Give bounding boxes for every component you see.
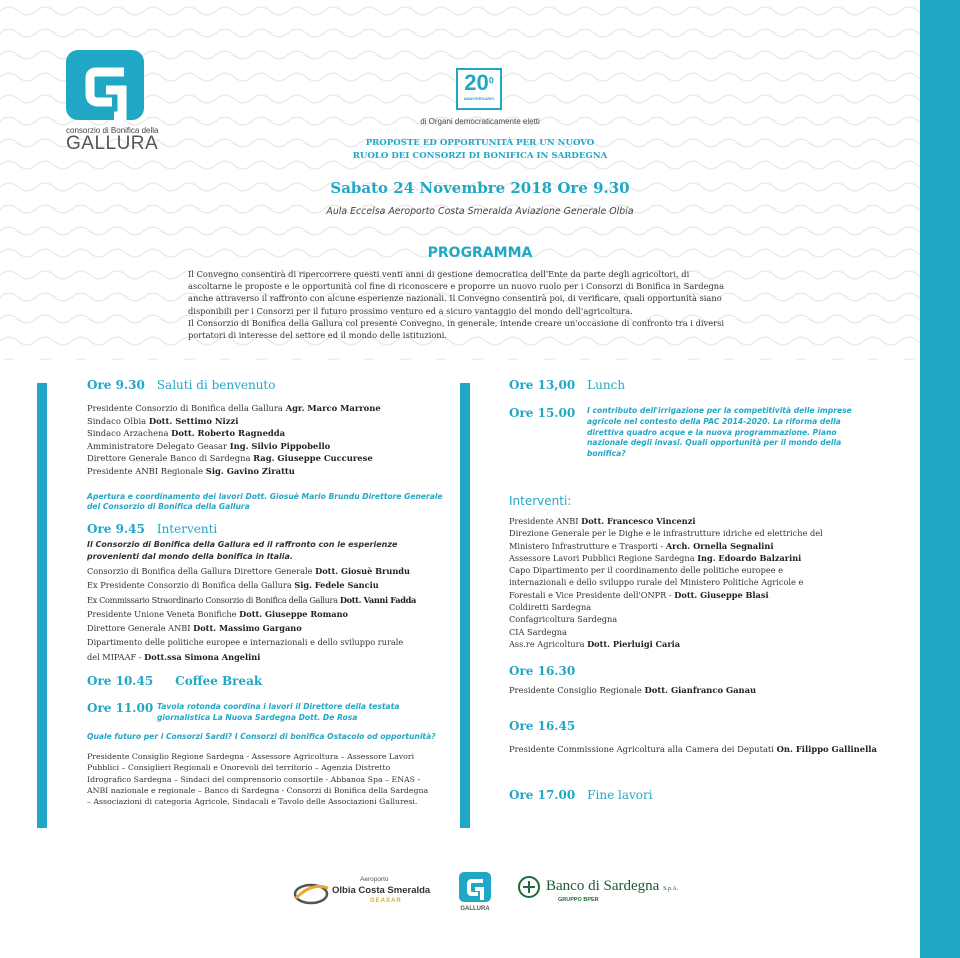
speaker-line: Direttore Generale Banco di Sardegna Rag. Giuseppe Cuccurese [87, 453, 373, 464]
session-title: Coffee Break [175, 674, 263, 689]
tavola-text: Tavola rotonda coordina i lavori il Direttore della testata giornalistica La Nuova Sardegna Dott. De Rosa [157, 702, 400, 722]
session-1630-heading: Ore 16.30 [509, 664, 576, 679]
speaker-line: Presidente Unione Veneta Bonifiche Dott. Giuseppe Romano [87, 608, 348, 619]
mini-logo-text: GALLURA [460, 906, 490, 912]
right-column [509, 378, 877, 803]
anniversary-badge [456, 68, 502, 110]
coordination-note: Apertura e coordinamento dei lavori Dott. Giosuè Mario Brundu Direttore Generale del Consorzio di Bonifica della Gallura [87, 491, 443, 512]
speaker-line: internazionali e dello sviluppo rurale del Ministero Politiche Agricole e [509, 577, 804, 588]
saluti-speakers [87, 402, 457, 478]
airport-logo [292, 876, 432, 908]
speaker-line: Direzione Generale per le Dighe e le infrastrutture idriche ed elettriche del [509, 528, 823, 539]
session-time: Ore 13,00 [509, 378, 576, 392]
speaker-line: Forestali e Vice Presidente dell'ONPR - Dott. Giuseppe Blasi [509, 589, 769, 600]
session-title: Fine lavori [587, 788, 653, 803]
speaker-line: Capo Dipartimento per il coordinamento delle politiche europee e [509, 565, 784, 576]
speaker-line: Coldiretti Sardegna [509, 602, 592, 613]
header-title-line1: PROPOSTE ED OPPORTUNITÀ PER UN NUOVO [365, 138, 595, 148]
bank-name: Banco di Sardegna S.p.A. [546, 878, 679, 894]
badge-word: ANNIVERSARIO [463, 96, 495, 101]
footer-gallura-logo [458, 872, 492, 913]
intro-line: Il Consorzio di Bonifica della Gallura col presente Convegno, in generale, intende creare un'occasione di confronto tra i diversi [188, 317, 725, 328]
logo-line1: consorzio di Bonifica della [66, 126, 159, 135]
gallura-logo [66, 50, 159, 154]
pac-topic: I contributo dell'irrigazione per la competitività delle imprese agricole nel contesto della PAC 2014-2020. La riforma della direttiva quadro acque e la nuova programmazione. Piano nazionale degli invasi. Quali opportunità per il mondo della bonifica? [587, 406, 852, 459]
speaker-line: Ministero Infrastrutture e Trasporti - Arch. Ornella Segnalini [509, 540, 774, 551]
speaker-line: Dipartimento delle politiche europee e internazionali e dello sviluppo rurale [87, 637, 404, 648]
bank-group: GRUPPO BPER [558, 897, 599, 903]
gallura-logo-mark-icon [66, 50, 144, 120]
session-1645-speaker: Presidente Commissione Agricoltura alla Camera dei Deputati On. Filippo Gallinella [509, 743, 877, 754]
speaker-line: Ass.re Agricoltura Dott. Pierluigi Caria [509, 638, 681, 649]
speaker-line: Assessore Lavori Pubblici Regione Sardegna Ing. Edoardo Balzarini [509, 552, 802, 563]
gallura-mini-logo-icon [459, 872, 491, 902]
intro-line: disponibili per i Consorzi per il futuro prossimo venturo ed a sicuro vantaggio del mondo dell'agricoltura. [188, 305, 633, 316]
right-accent-bar [920, 0, 960, 958]
interventi-heading-right: Interventi: [509, 494, 572, 508]
speaker-line: Ex Commissario Straordinario Consorzio di Bonifica della Gallura Dott. Vanni Fadda [87, 594, 416, 605]
speaker-line: Direttore Generale ANBI Dott. Massimo Gargano [87, 623, 302, 634]
interventi-speakers [87, 564, 457, 664]
banco-sardegna-logo [518, 876, 678, 910]
left-column [87, 378, 457, 808]
session-lunch-heading [509, 378, 874, 392]
speaker-line: Sindaco Olbia Dott. Settimo Nizzi [87, 415, 239, 426]
header-subtitle: di Organi democraticamente eletti [420, 117, 540, 126]
speaker-line: Amministratore Delegato Geasar Ing. Silvio Pippobello [87, 440, 331, 451]
speaker-line: Presidente Consorzio di Bonifica della Gallura Agr. Marco Marrone [87, 403, 381, 413]
session-interventi-heading [87, 522, 457, 536]
speaker-line: Confagricoltura Sardegna [509, 614, 618, 625]
right-interventi-speakers [509, 515, 874, 650]
speaker-line: Sindaco Arzachena Dott. Roberto Ragnedda [87, 428, 286, 439]
session-title: Lunch [587, 378, 626, 392]
interventi-topic: Il Consorzio di Bonifica della Gallura ed il raffronto con le esperienze provenienti dal mondo della bonifica in Italia. [87, 540, 398, 561]
speaker-line: Presidente ANBI Dott. Francesco Vincenzi [509, 516, 696, 526]
event-date: Sabato 24 Novembre 2018 Ore 9.30 [330, 179, 630, 197]
session-title: Interventi [156, 522, 218, 537]
session-time: Ore 9.45 [87, 522, 145, 537]
airport-sub: GEASAR [370, 898, 402, 904]
session-1645-heading: Ore 16.45 [509, 718, 576, 733]
session-pac [509, 406, 874, 468]
session-time: Ore 10.45 [87, 674, 154, 689]
tavola-question: Quale futuro per i Consorzi Sardi? I Consorzi di bonifica Ostacolo od opportunità? [87, 732, 436, 742]
airport-swoosh-icon [292, 880, 330, 906]
header-title-line2: RUOLO DEI CONSORZI DI BONIFICA IN SARDEGNA [352, 151, 608, 161]
session-coffee-heading [87, 674, 457, 688]
session-time: Ore 11.00 [87, 701, 154, 716]
right-column-bar [460, 383, 470, 828]
event-venue: Aula Eccelsa Aeroporto Costa Smeralda Aviazione Generale Olbia [326, 206, 634, 217]
session-saluti-heading [87, 378, 457, 392]
intro-paragraph [188, 268, 778, 341]
session-title: Saluti di benvenuto [156, 378, 276, 392]
airport-small: Aeroporto [360, 876, 389, 883]
bank-emblem-icon [518, 876, 540, 898]
session-time: Ore 17.00 [509, 788, 576, 803]
intro-line: anche attraverso il raffronto con alcune esperienze nazionali. Il Convegno consentirà poi, di verificare, quali opportunità siano [188, 293, 722, 304]
session-time: Ore 15.00 [509, 406, 576, 420]
airport-name: Olbia Costa Smeralda [332, 885, 431, 896]
intro-line: Il Convegno consentirà di ripercorrere questi venti anni di gestione democratica dell'Ente da parte degli agricoltori, di [188, 269, 690, 279]
session-tavola [87, 701, 457, 729]
tavola-participants: Presidente Consiglio Regione Sardegna - Assessore Agricoltura – Assessore Lavori Pubblici – Consiglieri Regionali e Onorevoli del territorio – Agenzia Distretto Idrografico Sardegna – Sindaci del comprensorio consortile - Abbanoa Spa – ENAS - ANBI nazionale e regionale – Banco di Sardegna - Consorzi di Bonifica della Sardegna – Associazioni di categoria Agricole, Sindacali e Tavolo delle Associazioni Galluresi. [87, 751, 429, 807]
intro-line: ascoltarne le proposte e le opportunità col fine di riconoscere e proporre un nuovo ruolo per i Consorzi di Bonifica in Sardegna [188, 281, 725, 292]
intro-line: portatori di interesse del settore ed il mondo delle istituzioni. [188, 330, 448, 341]
session-fine-heading [509, 788, 874, 802]
left-column-bar [37, 383, 47, 828]
programma-heading: PROGRAMMA [427, 245, 533, 261]
speaker-line: del MIPAAF - Dott.ssa Simona Angelini [87, 651, 261, 662]
speaker-line: Consorzio di Bonifica della Gallura Direttore Generale Dott. Giosuè Brundu [87, 565, 410, 576]
badge-number: 20 [464, 70, 489, 95]
session-1630-speaker: Presidente Consiglio Regionale Dott. Gianfranco Ganau [509, 685, 757, 696]
speaker-line: Presidente ANBI Regionale Sig. Gavino Zirattu [87, 465, 295, 476]
speaker-line: CIA Sardegna [509, 626, 567, 637]
session-time: Ore 9.30 [87, 378, 145, 392]
badge-sup: 0 [488, 75, 494, 86]
logo-line2: GALLURA [66, 133, 159, 154]
speaker-line: Ex Presidente Consorzio di Bonifica della Gallura Sig. Fedele Sanciu [87, 580, 379, 591]
